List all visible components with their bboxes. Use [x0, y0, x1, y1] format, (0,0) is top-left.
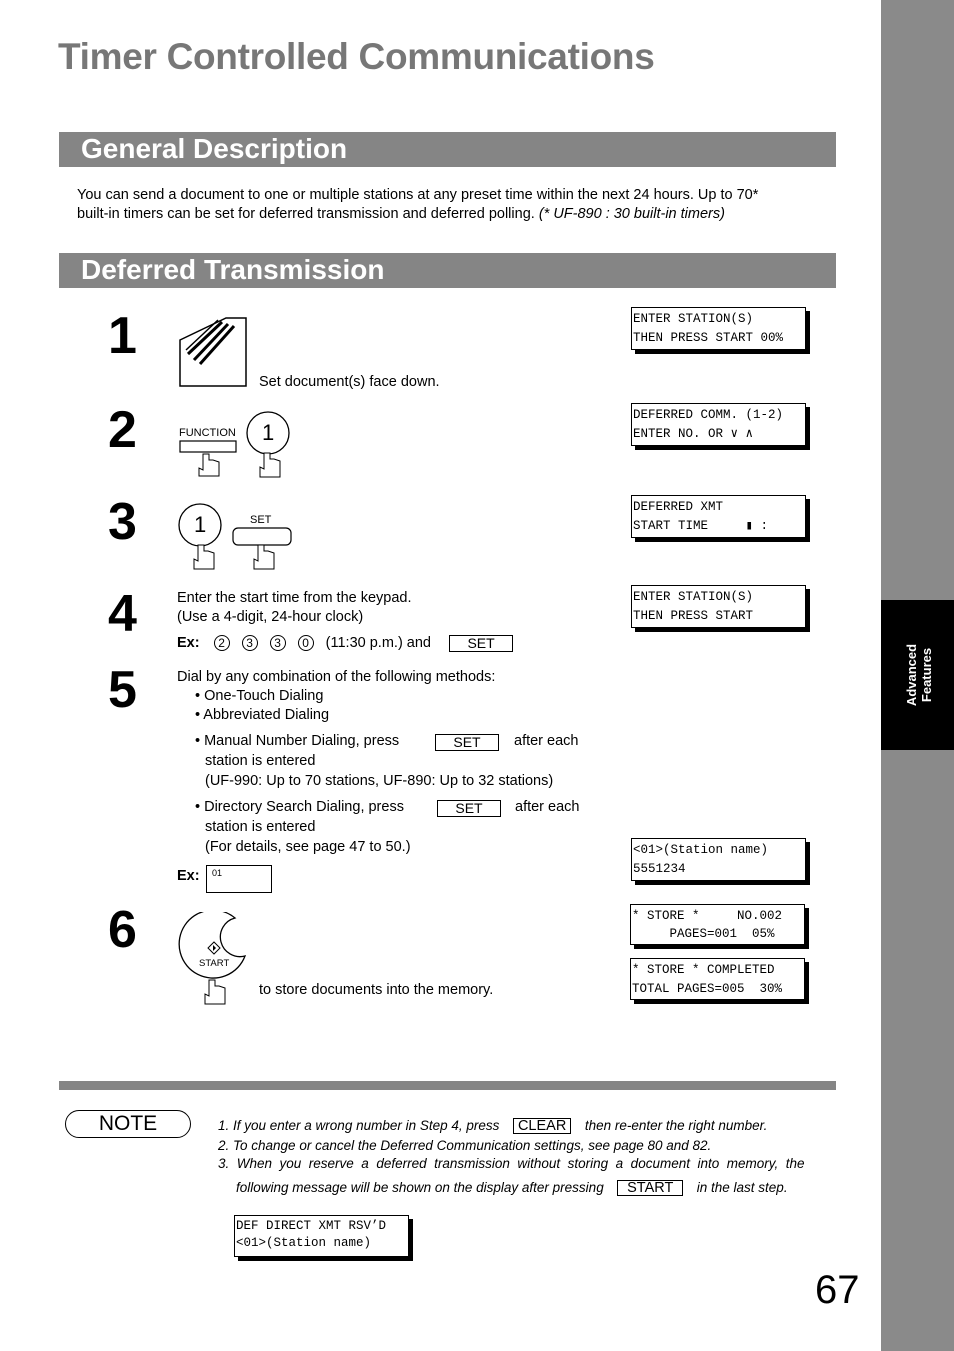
step-5-example-label: Ex:: [177, 868, 200, 884]
digit-key-3[interactable]: 3: [270, 635, 286, 651]
one-touch-key-01[interactable]: 01: [206, 865, 272, 893]
set-button[interactable]: [232, 527, 294, 573]
section-header-general: General Description: [59, 132, 836, 167]
note-label: NOTE: [65, 1110, 191, 1138]
step-5-bullet-manual-suffix: after each: [514, 733, 579, 749]
step-1-text: Set document(s) face down.: [259, 374, 440, 390]
note-item-2: 2. To change or cancel the Deferred Communication settings, see page 80 and 82.: [218, 1138, 712, 1153]
section-header-deferred: Deferred Transmission: [59, 253, 836, 288]
note-item-3: 3. When you reserve a deferred transmission without storing a document into memory, the: [218, 1156, 805, 1171]
digit-key-3[interactable]: 3: [242, 635, 258, 651]
keypad-1-label: 1: [262, 420, 275, 445]
clear-key[interactable]: CLEAR: [513, 1118, 571, 1134]
lcd-step-2: DEFERRED COMM. (1-2) ENTER NO. OR ∨ ∧: [631, 403, 806, 446]
step-6-number: 6: [108, 901, 137, 959]
set-key-label: SET: [250, 514, 272, 526]
function-key-label: FUNCTION: [179, 427, 236, 439]
step-2-number: 2: [108, 401, 137, 459]
lcd-step-4: ENTER STATION(S) THEN PRESS START: [631, 585, 806, 628]
step-1-number: 1: [108, 307, 137, 365]
step-4-number: 4: [108, 585, 137, 643]
digit-key-0[interactable]: 0: [298, 635, 314, 651]
step-5-bullet-directory-line-2: station is entered: [205, 819, 316, 835]
step-5-bullet-directory: • Directory Search Dialing, press: [195, 799, 404, 815]
step-5-intro: Dial by any combination of the following methods:: [177, 669, 496, 685]
lcd-step-6-completed: * STORE * COMPLETED TOTAL PAGES=005 30%: [630, 958, 805, 1000]
step-5-bullet-directory-line-3: (For details, see page 47 to 50.): [205, 839, 411, 855]
lcd-step-1: ENTER STATION(S) THEN PRESS START 00%: [631, 307, 806, 350]
step-5-bullet-directory-suffix: after each: [515, 799, 580, 815]
digit-key-2[interactable]: 2: [214, 635, 230, 651]
set-key[interactable]: SET: [449, 635, 513, 652]
step-4-line-2: (Use a 4-digit, 24-hour clock): [177, 609, 364, 625]
start-key-label: START: [199, 958, 230, 969]
start-key[interactable]: START: [617, 1180, 683, 1196]
function-button[interactable]: [179, 440, 239, 480]
sidebar-tab-label: Advanced Features: [904, 643, 934, 707]
general-description-text: You can send a document to one or multiple stations at any preset time within the next 24 hours. Up to 70* built-in timers can be set for deferred transmission and deferred polling. (* UF-890 : 30 built-in timers): [77, 187, 759, 222]
sidebar-tab-advanced-features[interactable]: [881, 600, 954, 750]
step-4-line-1: Enter the start time from the keypad.: [177, 590, 412, 606]
set-key[interactable]: SET: [435, 734, 499, 751]
step-4-example: Ex: 2 3 3 0 (11:30 p.m.) and SET: [177, 634, 513, 654]
note-item-1: 1. If you enter a wrong number in Step 4, press CLEAR then re-enter the right number.: [218, 1118, 768, 1135]
step-5-bullet-manual-line-3: (UF-990: Up to 70 stations, UF-890: Up to 32 stations): [205, 773, 554, 789]
step-5-number: 5: [108, 661, 137, 719]
step-5-bullet-manual: • Manual Number Dialing, press: [195, 733, 400, 749]
step-6-text: to store documents into the memory.: [259, 982, 494, 998]
page-title: Timer Controlled Communications: [58, 36, 655, 77]
note-item-3-line-2: following message will be shown on the display after pressing START in the last step.: [236, 1180, 788, 1197]
step-5-bullet-manual-line-2: station is entered: [205, 753, 316, 769]
step-3-number: 3: [108, 493, 137, 551]
set-key[interactable]: SET: [437, 800, 501, 817]
step-5-bullet-abbreviated: • Abbreviated Dialing: [195, 707, 330, 723]
keypad-1-label: 1: [194, 512, 207, 537]
lcd-step-5: <01>(Station name) 5551234: [631, 838, 806, 881]
lcd-step-3: DEFERRED XMT START TIME ▮ :: [631, 495, 806, 538]
section-divider: [59, 1081, 836, 1090]
document-face-down-icon: [178, 316, 250, 388]
lcd-note: DEF DIRECT XMT RSV’D <01>(Station name): [234, 1215, 409, 1257]
page-number: 67: [815, 1268, 860, 1312]
step-5-bullet-one-touch: • One-Touch Dialing: [195, 688, 324, 704]
lcd-step-6-storing: * STORE * NO.002 PAGES=001 05%: [630, 904, 805, 945]
